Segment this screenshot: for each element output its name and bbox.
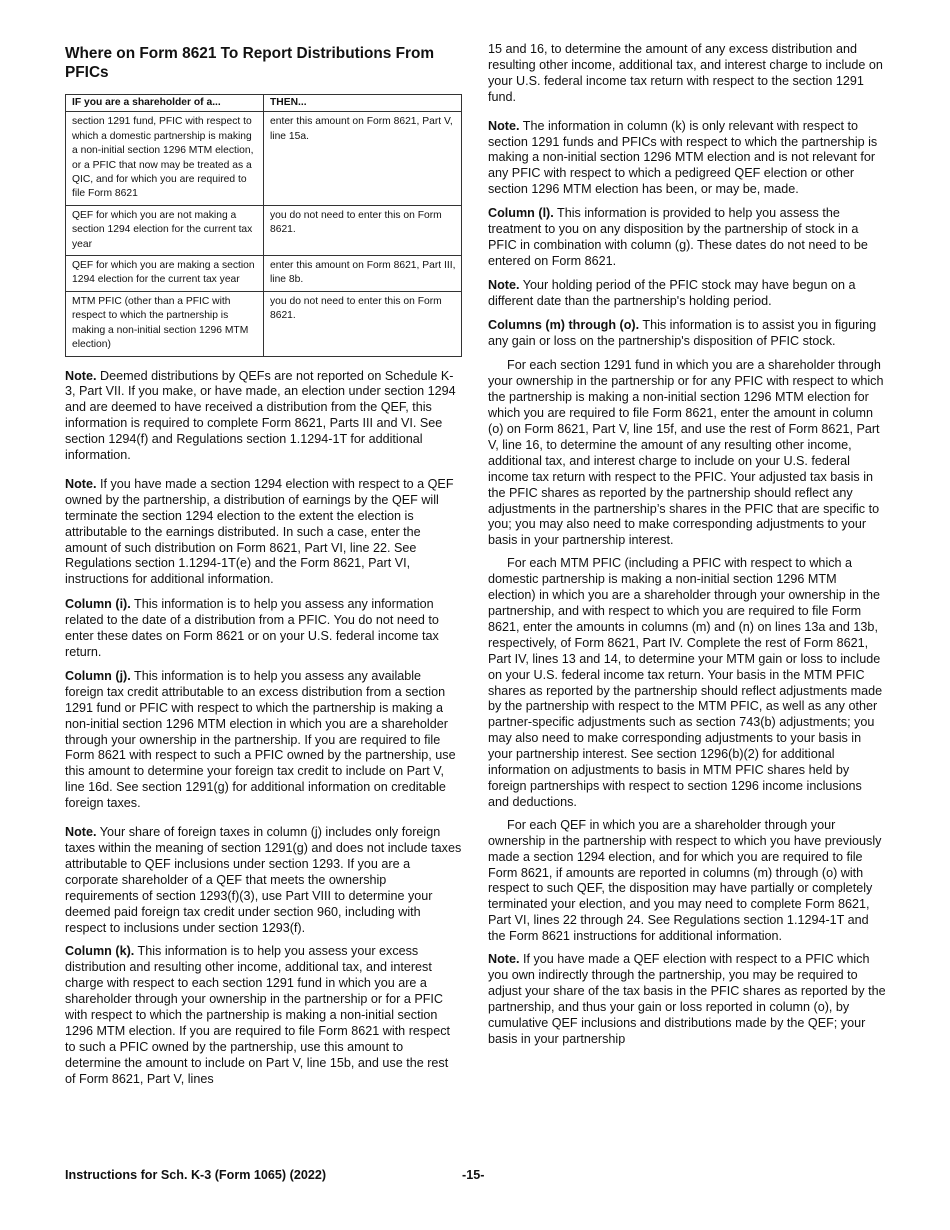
table-cell-then: enter this amount on Form 8621, Part V, line 15a. (264, 112, 462, 205)
paragraph-text: For each MTM PFIC (including a PFIC with respect to which a domestic partnership is making a non-initial section 1296 MTM election) in which you are a shareholder through your ownership in the partnership, and with respect to which you are required to file Form 8621, enter the amounts in columns (m) and (n) on lines 13a and 13b, respectively, of Form 8621, Part IV. Complete the rest of Form 8621, Part IV, lines 13 and 14, to determine your MTM gain or loss to include on your U.S. federal income tax return. Your basis in the MTM PFIC shares as reported by the partnership should reflect adjustments made by the partnership with respect to the MTM PFIC, as well as any other partner-specific adjustments such as section 743(b) adjustments; you may also need to make corresponding adjustments to your basis in your partnership interest. See section 1296(b)(2) for additional information on adjustments to basis in MTM PFIC shares held by foreign partnerships with respect to section 1296 income inclusions and deductions. (488, 556, 883, 809)
distribution-reporting-table (65, 94, 462, 357)
paragraph-lead: Note. (488, 118, 520, 133)
table-header-then: THEN... (264, 95, 462, 112)
paragraph-text: For each section 1291 fund in which you are a shareholder through your ownership in the partnership or for any PFIC with respect to which the partnership is making a non-initial section 1296 MTM election for which you are required to file Form 8621, enter the amount in column (o) on Form 8621, Part V, line 15f, and use the rest of Form 8621, Part V, line 16, to determine the amount of any resulting other income, additional tax, and interest charge to include on your U.S. federal income tax return with respect to the PFIC. Your adjusted tax basis in the PFIC shares as reported by the partnership should reflect any adjustments in the partnership’s shares in the PFIC that are specific to you; you may also need to make corresponding adjustments to your basis in your partnership interest. (488, 358, 884, 548)
paragraph-lead: Columns (m) through (o). (488, 317, 640, 332)
paragraph-text: If you have made a section 1294 election with respect to a QEF owned by the partnership, a distribution of earnings by the QEF will terminate the section 1294 election to the extent the election is attributable to the earnings distributed. In such a case, enter the amount of such distribution on Form 8621, Part VI, line 22. See Regulations section 1.1294-1T(e) and the Form 8621, Part VI, instructions for additional information. (65, 476, 454, 587)
paragraph-note-deemed-distributions (65, 369, 462, 464)
paragraph-columns-m-through-o (488, 318, 886, 350)
paragraph-text: This information is to help you assess any available foreign tax credit attributable to an excess distribution from a section 1291 fund or PFIC with respect to which the partnership is making a non-initial section 1296 MTM election in which you are a shareholder through your ownership in the partnership. If you are required to file Form 8621 with respect to such a PFIC owned by the partnership, use this amount to determine your foreign tax credit to include on Part V, line 16d. See section 1291(g) for additional information on creditable foreign taxes. (65, 668, 456, 811)
paragraph-lead: Note. (65, 368, 97, 383)
paragraph-lead: Note. (65, 476, 97, 491)
paragraph-text: If you have made a QEF election with respect to a PFIC which you own indirectly through the partnership, you may be required to adjust your share of the tax basis in the PFIC shares as reported by the partnership, and thus your gain or loss reported in column (o), by cumulative QEF inclusions and distributions made by the QEF; your basis in your partnership (488, 952, 886, 1046)
paragraph-section-1291-fund (488, 358, 886, 549)
table-header-row (66, 95, 462, 112)
paragraph-lead: Column (k). (65, 944, 135, 959)
paragraph-text: Your share of foreign taxes in column (j) includes only foreign taxes within the meaning of section 1291(g) and does not include taxes attributable to QEF inclusions under section 1293. If you are a corporate shareholder of a QEF that meets the ownership requirements of section 1293(f)(3), use Part VIII to determine your deemed paid foreign tax credit under section 960, including with respect to inclusions under section 1293(f). (65, 825, 462, 935)
right-column (488, 42, 886, 1055)
paragraph-text: For each QEF in which you are a shareholder through your ownership in the partnership with respect to which you have previously made a section 1294 election, and for which you are required to file Form 8621, if amounts are reported in columns (m) through (o) with respect to such QEF, the disposition may have partially or completely terminated your election, and you may need to complete Form 8621, Part VI, lines 22 through 24. See Regulations section 1.1294-1T and the Form 8621 instructions for additional information. (488, 817, 882, 944)
paragraph-text: Deemed distributions by QEFs are not reported on Schedule K-3, Part VII. If you make, or have made, an election under section 1294 and are deemed to have received a distribution from the QEF, this information is required to complete Form 8621, Parts III and VI. See section 1294(f) and Regulations section 1.1294-1T for additional information. (65, 368, 456, 463)
table-cell-if: section 1291 fund, PFIC with respect to which a domestic partnership is making a non-initial section 1296 MTM election, or a PFIC that now may be treated as a QIC, and for which you are required to file Form 8621 (66, 112, 264, 205)
footer-document-title: Instructions for Sch. K-3 (Form 1065) (2022) (65, 1168, 327, 1182)
paragraph-mtm-pfic (488, 556, 886, 811)
paragraph-text: This information is to help you assess your excess distribution and resulting other income, additional tax, and interest charge with respect to each section 1291 fund in which you are a shareholder through your ownership in the partnership or for a PFIC with respect to which the partnership is making a non-initial section 1296 MTM election. If you are required to file Form 8621 with respect to such a PFIC owned by the partnership, use this amount to determine the amount to include on Part V, line 15b, and use the rest of Form 8621, Part V, lines (65, 944, 450, 1086)
paragraph-note-qef-election (488, 952, 886, 1047)
table-row (66, 256, 462, 292)
paragraph-column-j (65, 669, 462, 812)
paragraph-text: This information is to help you assess any information related to the date of a distribution from a PFIC. You do not need to enter these dates on Form 8621 or on your U.S. federal income tax return. (65, 597, 439, 659)
paragraph-column-l (488, 206, 886, 270)
paragraph-lead: Column (l). (488, 206, 554, 221)
paragraph-qef (488, 818, 886, 945)
table-cell-if: QEF for which you are making a section 1294 election for the current tax year (66, 256, 264, 292)
paragraph-lead: Note. (488, 952, 520, 967)
paragraph-text: Your holding period of the PFIC stock may have begun on a different date than the partnership's holding period. (488, 277, 856, 308)
paragraph-column-i (65, 597, 462, 661)
table-header-if: IF you are a shareholder of a... (66, 95, 264, 112)
paragraph-text: This information is provided to help you assess the treatment to you on any disposition by the partnership of stock in a PFIC in combination with column (g). These dates do not need to be entered on Form 8621. (488, 206, 868, 268)
section-title: Where on Form 8621 To Report Distributions From PFICs (65, 45, 435, 81)
paragraph-lead: Note. (65, 825, 97, 840)
paragraph-note-column-k-relevance (488, 119, 886, 199)
paragraph-lead: Note. (488, 277, 520, 292)
paragraph-continued-column-k (488, 42, 886, 106)
table-cell-then: you do not need to enter this on Form 8621. (264, 205, 462, 255)
paragraph-text: This information is to assist you in figuring any gain or loss on the partnership's disposition of PFIC stock. (488, 317, 877, 348)
left-column (65, 42, 462, 1096)
paragraph-lead: Column (i). (65, 597, 131, 612)
paragraph-column-k (65, 944, 462, 1087)
table-cell-if: MTM PFIC (other than a PFIC with respect to which the partnership is making a non-initial section 1296 MTM election) (66, 291, 264, 356)
table-cell-if: QEF for which you are not making a section 1294 election for the current tax year (66, 205, 264, 255)
paragraph-text: 15 and 16, to determine the amount of any excess distribution and resulting other income, additional tax, and interest charge to include on your U.S. federal income tax return with respect to the section 1291 fund. (488, 42, 883, 104)
table-cell-then: you do not need to enter this on Form 8621. (264, 291, 462, 356)
table-row (66, 205, 462, 255)
paragraph-note-section-1294-election (65, 477, 462, 588)
paragraph-note-holding-period (488, 278, 886, 310)
paragraph-note-foreign-taxes (65, 825, 462, 936)
table-row (66, 291, 462, 356)
paragraph-lead: Column (j). (65, 668, 131, 683)
footer-page-number: -15- (462, 1168, 485, 1182)
table-cell-then: enter this amount on Form 8621, Part III, line 8b. (264, 256, 462, 292)
paragraph-text: The information in column (k) is only relevant with respect to section 1291 funds and PFICs with respect to which the partnership is making a non-initial section 1296 MTM election and is not relevant for any PFIC with respect to which a pedigreed QEF election or other section 1296 MTM election has been, or may be, made. (488, 118, 878, 197)
table-row (66, 112, 462, 205)
